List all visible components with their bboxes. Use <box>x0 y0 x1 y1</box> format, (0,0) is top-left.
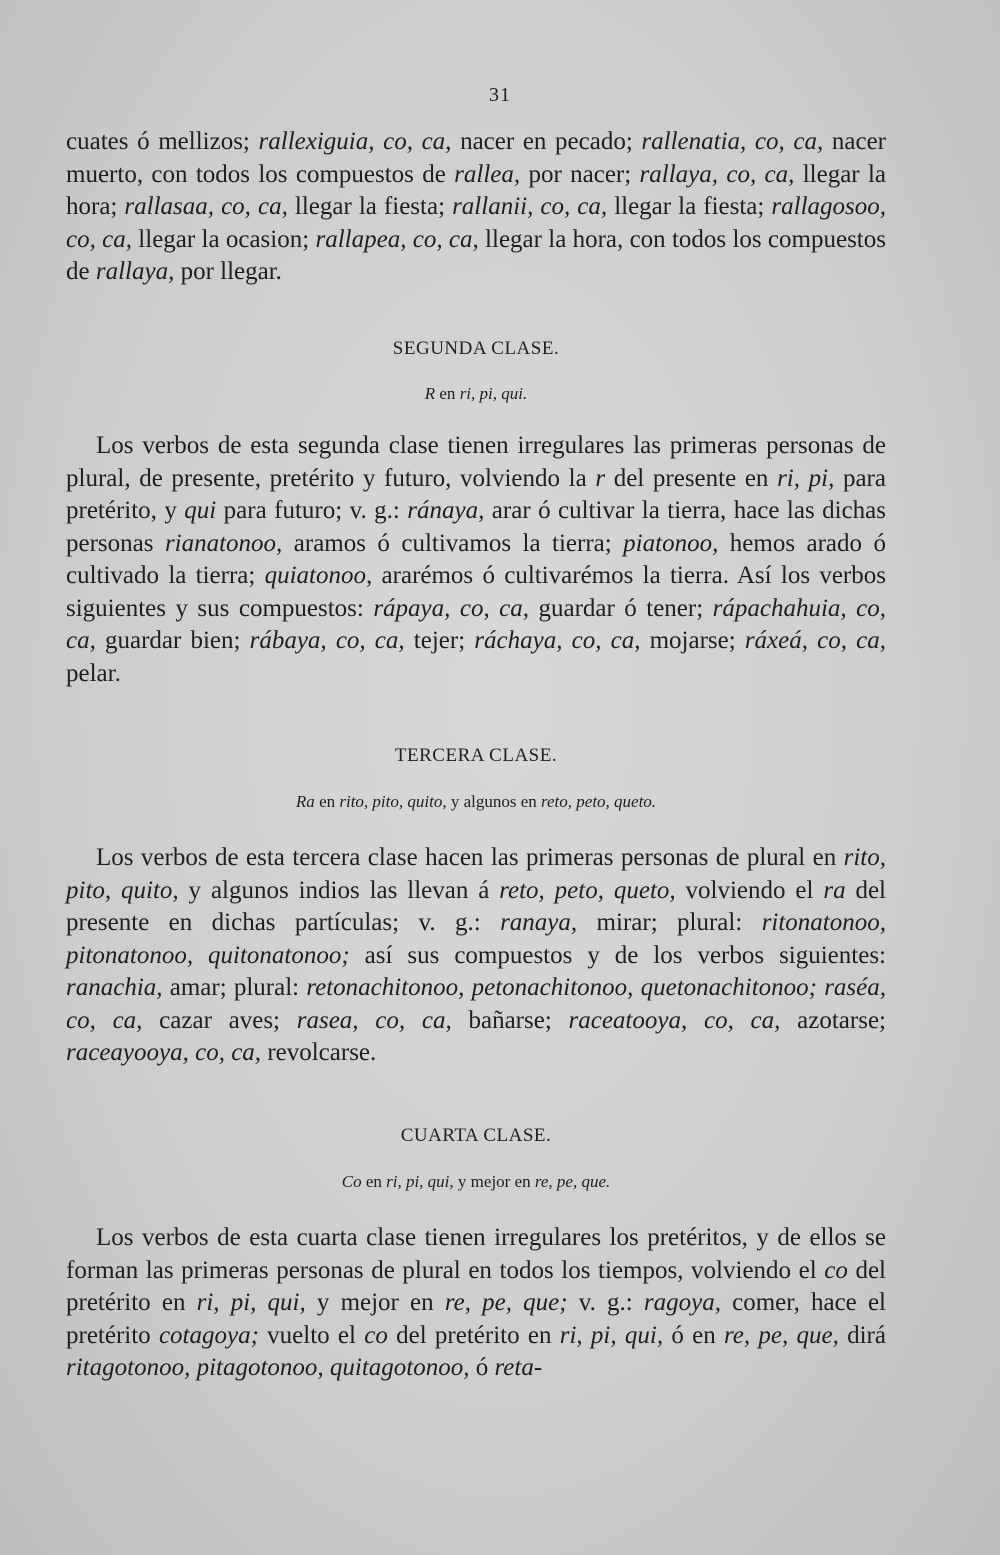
text-run: llegar la fiesta; <box>287 193 453 220</box>
italic-term: ránaya, <box>407 497 485 524</box>
italic-term: raceatooya, co, ca, <box>568 1006 781 1034</box>
italic-term: rallanii, co, ca, <box>452 193 608 220</box>
text-run: del pretérito en <box>387 1321 560 1349</box>
italic-term: cotagoya; <box>158 1321 259 1349</box>
text-run: hemos arado ó cultivado la tierra; <box>66 529 886 589</box>
italic-term: raceayooya, co, ca, <box>66 1039 262 1066</box>
italic-term: rallaya, <box>95 258 175 285</box>
text-run: mojarse; <box>640 627 745 654</box>
text-run: y algunos indios las llevan á <box>178 876 500 904</box>
text-run: amar; plural: <box>162 974 307 1001</box>
italic-term: ritagotonoo, pitagotonoo, quitagotonoo, <box>66 1354 470 1381</box>
italic-term: ráchaya, co, ca, <box>474 627 641 654</box>
italic-term: reto, peto, queto. <box>541 792 657 811</box>
italic-term: ri, pi, qui, <box>196 1289 306 1316</box>
italic-term: ráxeá, co, ca, <box>744 627 886 654</box>
text-run: mirar; plural: <box>577 909 762 936</box>
text-run: y mejor en <box>453 1172 535 1191</box>
section-heading: TERCERA CLASE. <box>394 745 558 766</box>
text-run: azotarse; <box>780 1006 886 1034</box>
italic-term: rallaya, co, ca, <box>639 160 795 188</box>
italic-term: qui <box>184 497 217 524</box>
section-subheading <box>66 792 886 812</box>
text-run: comer, hace el pretérito <box>66 1289 886 1349</box>
text-run: Los verbos de esta tercera clase hacen las primeras personas de plural en <box>96 844 844 871</box>
text-run: aramos ó cultivamos la tierra; <box>282 529 624 557</box>
section-cuarta-body <box>66 1222 886 1385</box>
italic-term: rito, pito, quito, <box>66 844 886 904</box>
section-heading: CUARTA CLASE. <box>400 1125 552 1146</box>
section-paragraph <box>66 842 886 1070</box>
text-run: bañarse; <box>451 1006 569 1034</box>
text-run: guardar ó tener; <box>529 594 713 622</box>
text-run: en <box>361 1172 387 1191</box>
text-run: y algunos en <box>446 792 542 811</box>
italic-term: ri, pi, <box>777 464 835 492</box>
italic-term: rallapea, co, ca, <box>315 225 479 253</box>
italic-term: reta- <box>494 1354 543 1381</box>
page-number: 31 <box>489 84 511 106</box>
italic-term: ri, pi, qui, <box>386 1172 454 1191</box>
italic-term: rallenatia, co, ca, <box>641 128 824 155</box>
italic-term: R <box>424 384 436 403</box>
italic-term: rápaya, co, ca, <box>373 594 530 622</box>
italic-term: Ra <box>295 792 315 811</box>
text-run: ó <box>469 1354 495 1381</box>
italic-term: rápachahuia, co, ca, <box>66 594 886 654</box>
text-run: para futuro; v. g.: <box>216 497 408 524</box>
text-run: llegar la ocasion; <box>132 225 316 253</box>
text-run: Los verbos de esta segunda clase tienen irregulares las primeras personas de plural, de presente, pretérito y futuro, volviendo la <box>66 432 886 492</box>
italic-term: rallea, <box>454 160 521 188</box>
italic-term: rallasaa, co, ca, <box>124 193 288 220</box>
text-run: pelar. <box>66 659 121 687</box>
section-tercera-body <box>66 842 886 1070</box>
text-run: vuelto el <box>258 1321 365 1349</box>
italic-term: piatonoo, <box>623 529 719 557</box>
italic-term: rallagosoo, co, ca, <box>66 193 886 253</box>
italic-term: re, pe, que. <box>534 1172 611 1191</box>
text-run: en <box>435 384 460 403</box>
italic-term: ragoya, <box>643 1289 721 1316</box>
text-run: del presente en dichas partículas; v. g.: <box>66 876 887 936</box>
text-run: llegar la hora, con todos los compuestos de <box>66 225 886 285</box>
italic-term: rasea, co, ca, <box>296 1006 452 1034</box>
section-heading: SEGUNDA CLASE. <box>392 338 560 359</box>
section-subheading <box>66 1172 886 1192</box>
section-tercera <box>66 745 886 767</box>
section-segunda-sub-wrap <box>66 384 886 404</box>
italic-term: ritonatonoo, pitonatonoo, quitonatonoo; <box>66 909 887 969</box>
italic-term: rallexiguia, co, ca, <box>258 128 452 155</box>
text-run: tejer; <box>404 627 475 654</box>
text-run: llegar la hora; <box>66 160 887 220</box>
section-tercera-sub-wrap <box>66 792 886 812</box>
italic-term: ri, pi, qui, <box>559 1321 664 1349</box>
italic-term: re, pe, que, <box>723 1321 839 1349</box>
section-cuarta <box>66 1125 886 1147</box>
italic-term: ranaya, <box>500 909 578 936</box>
text-run: guardar bien; <box>95 627 250 654</box>
italic-term: retonachitonoo, petonachitonoo, quetonachitonoo; <box>306 974 817 1001</box>
text-run: por nacer; <box>520 160 640 188</box>
text-run: Los verbos de esta cuarta clase tienen irregulares los pretéritos, y de ellos se forman las primeras personas de plural en todos los tiempos, volviendo el <box>66 1224 886 1284</box>
section-paragraph <box>66 1222 886 1385</box>
italic-term: quiatonoo, <box>264 562 373 589</box>
italic-term: r <box>595 464 606 492</box>
intro-paragraph <box>66 126 886 289</box>
text-run: cazar aves; <box>142 1006 297 1034</box>
text-run: del presente en <box>605 464 778 492</box>
italic-term: rito, pito, quito, <box>339 792 447 811</box>
text-run: dirá <box>838 1321 886 1349</box>
italic-term: co <box>364 1321 388 1349</box>
intro-block <box>66 126 886 289</box>
text-run: ararémos ó cultivarémos la tierra. Así los verbos siguientes y sus compuestos: <box>66 562 886 622</box>
italic-term: raséa, co, ca, <box>66 974 887 1034</box>
italic-term: reto, peto, queto, <box>499 876 676 904</box>
italic-term: re, pe, que; <box>444 1289 568 1316</box>
text-run: nacer muerto, con todos los compuestos de <box>66 128 886 188</box>
italic-term: rianatonoo, <box>164 529 283 557</box>
text-run: v. g.: <box>567 1289 644 1316</box>
text-run: nacer en pecado; <box>451 128 642 155</box>
text-run: revolcarse. <box>261 1039 377 1066</box>
italic-term: ranachia, <box>66 974 163 1001</box>
text-run: así sus compuestos y de los verbos siguientes: <box>349 941 886 969</box>
text-run: llegar la fiesta; <box>607 193 772 220</box>
text-run: por llegar. <box>174 258 282 285</box>
text-run: arar ó cultivar la tierra, hace las dichas personas <box>66 497 886 557</box>
text-run: cuates ó mellizos; <box>66 128 259 155</box>
section-segunda-body <box>66 430 886 690</box>
text-run: del pretérito en <box>66 1256 887 1316</box>
section-segunda <box>66 338 886 360</box>
italic-term: Co <box>341 1172 362 1191</box>
section-paragraph <box>66 430 886 690</box>
text-run: y mejor en <box>305 1289 445 1316</box>
section-cuarta-sub-wrap <box>66 1172 886 1192</box>
section-subheading <box>66 384 886 404</box>
text-run: ó en <box>663 1321 724 1349</box>
text-run: volviendo el <box>675 876 824 904</box>
text-run: en <box>314 792 340 811</box>
italic-term: rábaya, co, ca, <box>249 627 405 654</box>
text-run: para pretérito, y <box>66 464 886 524</box>
italic-term: ra <box>823 876 846 904</box>
italic-term: co <box>824 1256 848 1284</box>
italic-term: ri, pi, qui. <box>459 384 528 403</box>
